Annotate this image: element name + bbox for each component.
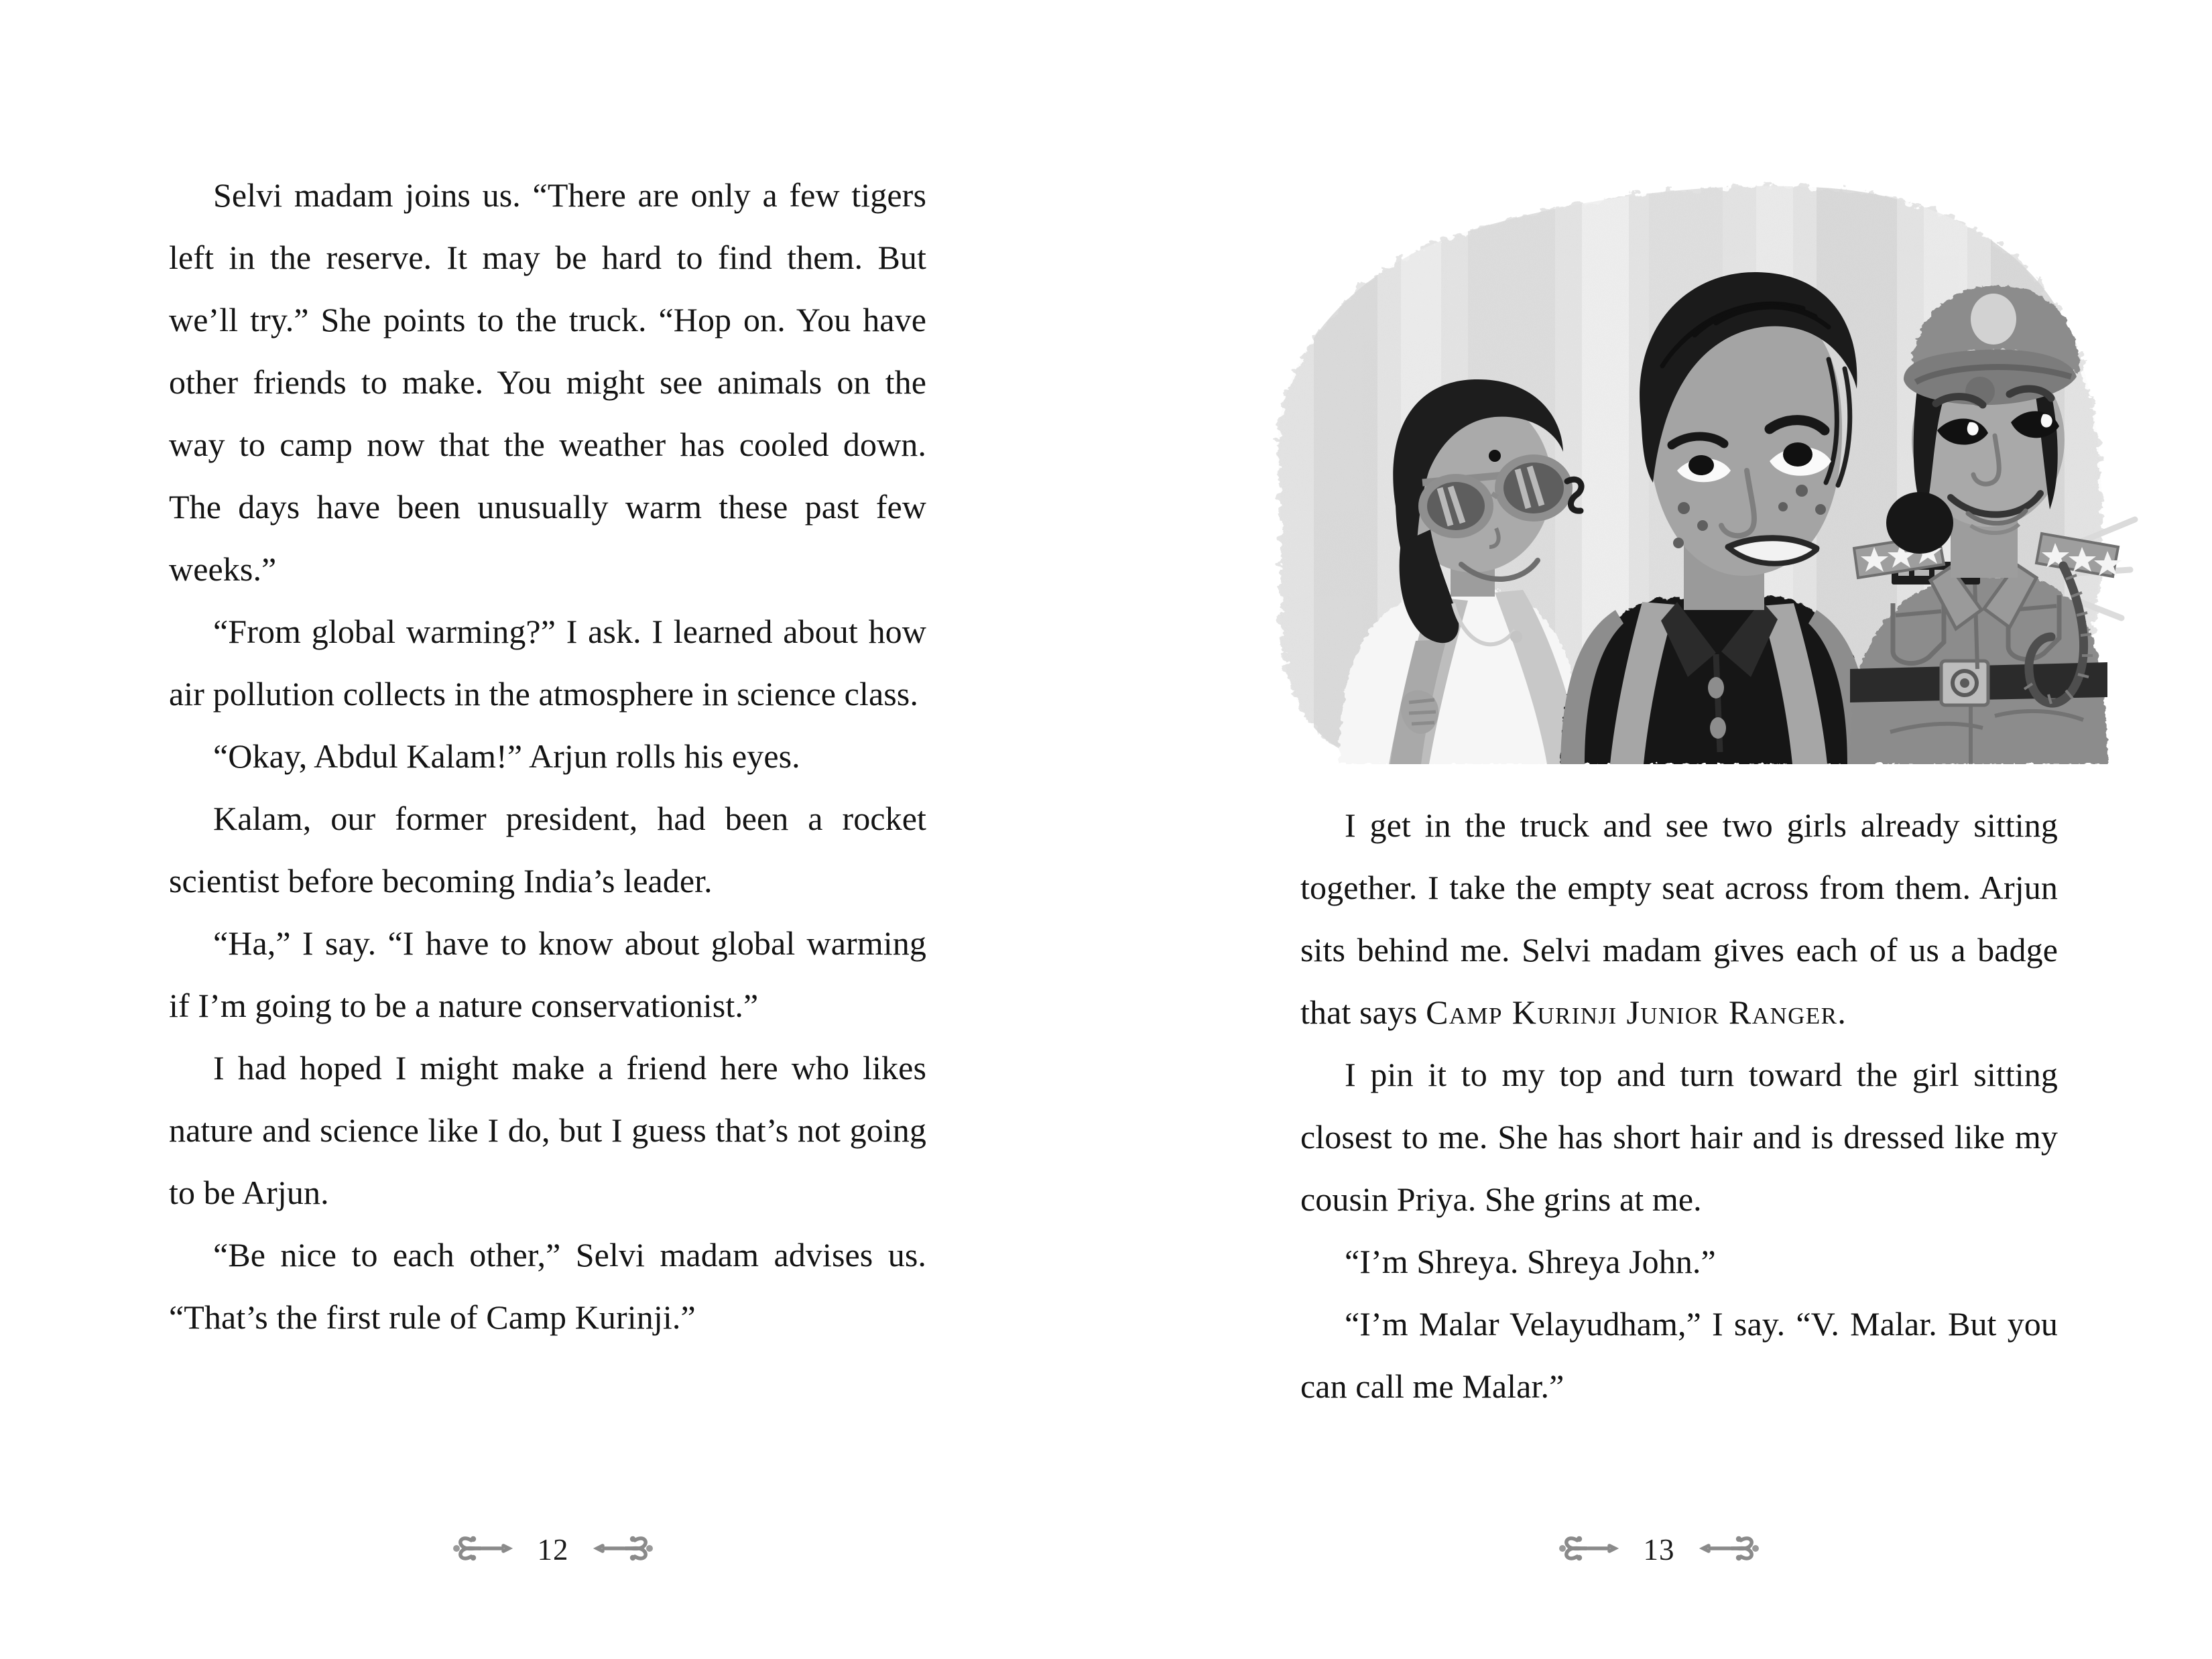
paragraph: I pin it to my top and turn toward the girl sitting closest to me. She has short hair and is dressed like my cousin Priya. She grins at me. (1300, 1056, 2058, 1218)
paragraph: Kalam, our former president, had been a rocket scientist before becoming India’s leader. (169, 800, 926, 900)
left-page-text-column (169, 164, 926, 1349)
paragraph: I had hoped I might make a friend here who likes nature and science like I do, but I guess that’s not going to be Arjun. (169, 1049, 926, 1211)
paragraph-text-tail: . (1837, 993, 1846, 1031)
folio-left (0, 1526, 1106, 1573)
page-number: 12 (537, 1532, 569, 1566)
folio-right (1106, 1526, 2212, 1573)
page-right (1106, 0, 2212, 1659)
badge-text-smallcaps: Camp Kurinji Junior Ranger (1426, 993, 1838, 1031)
flourish-right-icon (1691, 1530, 1761, 1571)
right-page-text-column (1300, 794, 2058, 1418)
flourish-left-icon (451, 1530, 521, 1571)
paragraph (1300, 794, 2058, 1044)
paragraph: “From global warming?” I ask. I learned about how air pollution collects in the atmosphere in science class. (169, 613, 926, 713)
flourish-left-icon (1557, 1530, 1627, 1571)
paragraph: “Be nice to each other,” Selvi madam advises us. “That’s the first rule of Camp Kurinji.” (169, 1236, 926, 1336)
paragraph: “I’m Shreya. Shreya John.” (1345, 1243, 1716, 1280)
flourish-right-icon (585, 1530, 655, 1571)
paragraph: “Okay, Abdul Kalam!” Arjun rolls his eyes. (213, 737, 800, 775)
paragraph: “I’m Malar Velayudham,” I say. “V. Malar. But you can call me Malar.” (1300, 1305, 2058, 1405)
page-number: 13 (1643, 1532, 1675, 1566)
three-characters-illustration (1180, 168, 2138, 764)
paragraph: “Ha,” I say. “I have to know about global warming if I’m going to be a nature conservationist.” (169, 924, 926, 1024)
paragraph-text-lead: I get in the truck and see two girls already sitting together. I take the empty seat across from them. Arjun sits behind me. Selvi madam gives each of us a badge that says (1300, 806, 2058, 1031)
paragraph: Selvi madam joins us. “There are only a few tigers left in the reserve. It may be hard to find them. But we’ll try.” She points to the truck. “Hop on. You have other friends to make. You might see animals on the way to camp now that the weather has cooled down. The days have been unusually warm these past few weeks.” (169, 176, 926, 588)
